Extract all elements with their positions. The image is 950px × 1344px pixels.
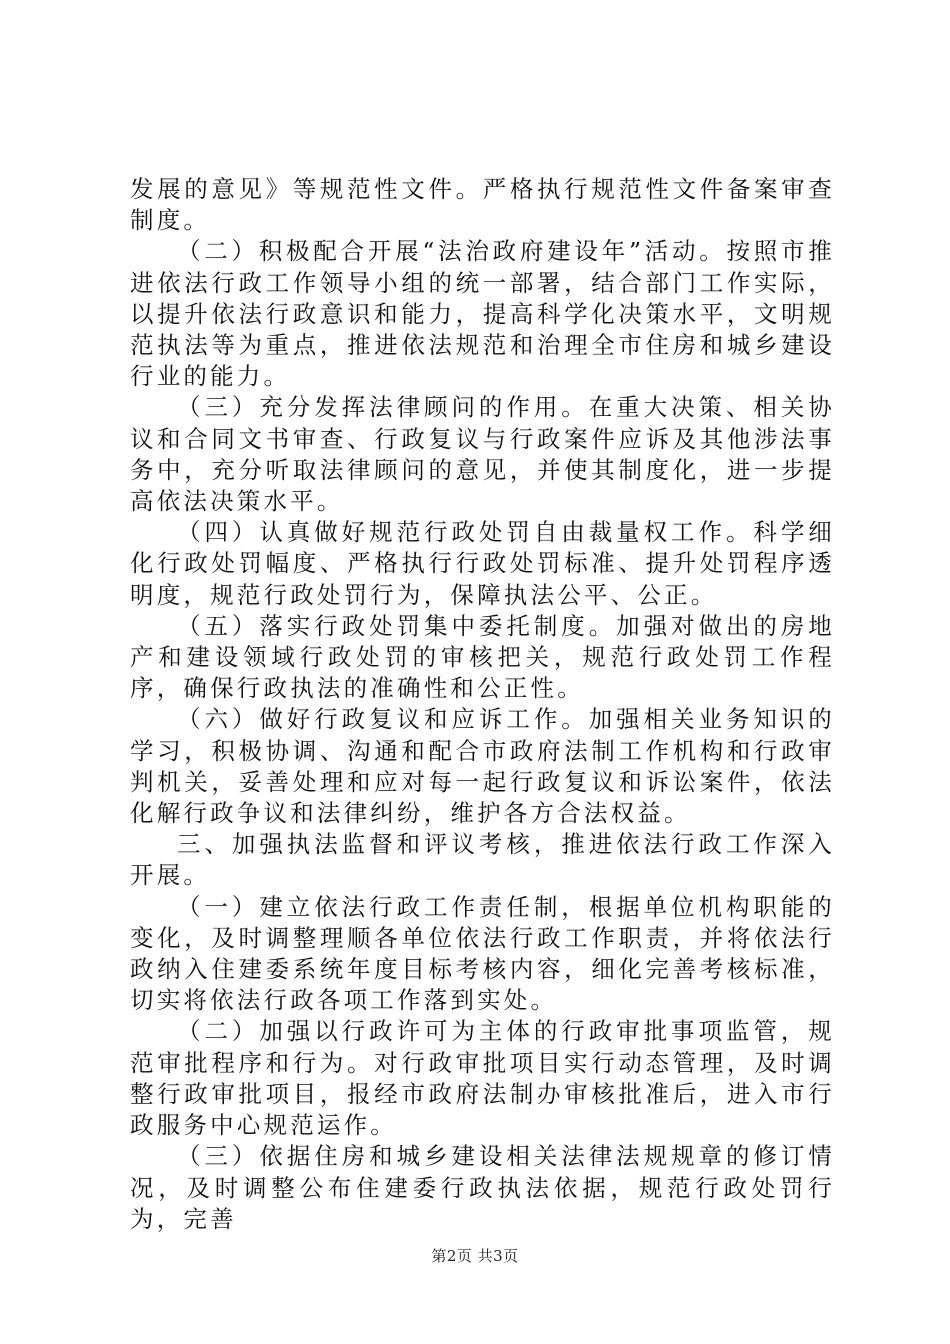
paragraph: （六）做好行政复议和应诉工作。加强相关业务知识的学习，积极协调、沟通和配合市政府法制工作机构和行政审判机关，妥善处理和应对每一起行政复议和诉讼案件，依法化解行政争议和法律纠纷，维护各方合法权益。 <box>130 705 835 828</box>
paragraph: （五）落实行政处罚集中委托制度。加强对做出的房地产和建设领域行政处罚的审核把关，规范行政处罚工作程序，确保行政执法的准确性和公正性。 <box>130 611 835 703</box>
page-number-footer: 第2页 共3页 <box>431 1247 519 1265</box>
paragraph: （三）充分发挥法律顾问的作用。在重大决策、相关协议和合同文书审查、行政复议与行政案件应诉及其他涉法事务中，充分听取法律顾问的意见，并使其制度化，进一步提高依法决策水平。 <box>130 393 835 516</box>
section-heading: 三、加强执法监督和评议考核，推进依法行政工作深入开展。 <box>130 830 835 890</box>
paragraph: （三）依据住房和城乡建设相关法律法规规章的修订情况，及时调整公布住建委行政执法依据，规范行政处罚行为，完善 <box>130 1142 835 1233</box>
paragraph: （二）加强以行政许可为主体的行政审批事项监管，规范审批程序和行为。对行政审批项目实行动态管理，及时调整行政审批项目，报经市政府法制办审核批准后，进入市行政服务中心规范运作。 <box>130 1017 835 1140</box>
paragraph: （二）积极配合开展“法治政府建设年”活动。按照市推进依法行政工作领导小组的统一部署，结合部门工作实际，以提升依法行政意识和能力，提高科学化决策水平，文明规范执法等为重点，推进依法规范和治理全市住房和城乡建设行业的能力。 <box>130 237 835 391</box>
paragraph: 发展的意见》等规范性文件。严格执行规范性文件备案审查制度。 <box>130 175 835 235</box>
document-body <box>130 174 835 1235</box>
paragraph: （四）认真做好规范行政处罚自由裁量权工作。科学细化行政处罚幅度、严格执行行政处罚标准、提升处罚程序透明度，规范行政处罚行为，保障执法公平、公正。 <box>130 518 835 609</box>
paragraph: （一）建立依法行政工作责任制，根据单位机构职能的变化，及时调整理顺各单位依法行政工作职责，并将依法行政纳入住建委系统年度目标考核内容，细化完善考核标准，切实将依法行政各项工作落到实处。 <box>130 892 835 1015</box>
